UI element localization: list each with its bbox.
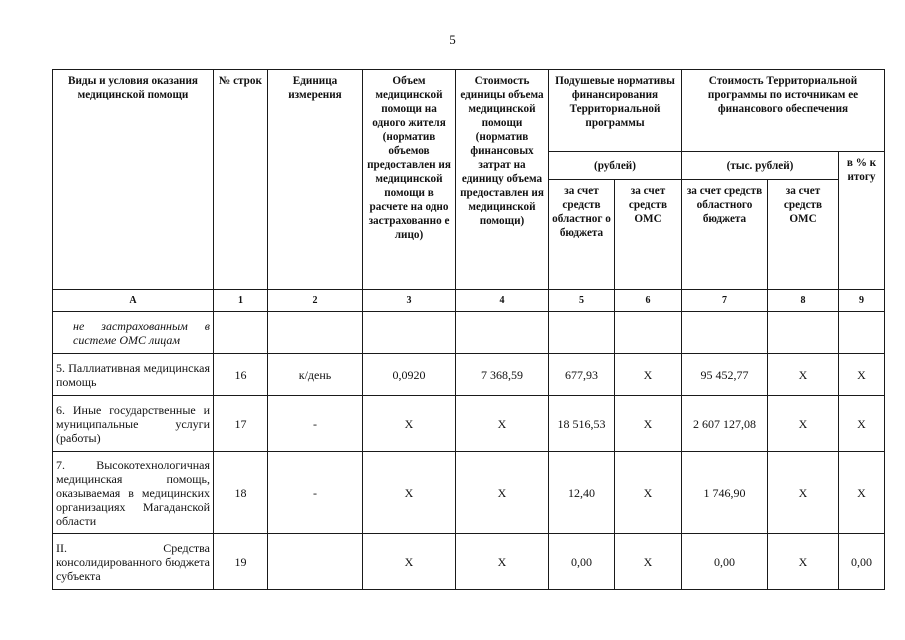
table-row <box>53 354 885 396</box>
column-number: 8 <box>768 290 839 312</box>
financing-table <box>52 69 885 590</box>
page-number: 5 <box>449 32 456 47</box>
header-oms-per-capita: за счет средств ОМС <box>615 180 682 290</box>
row-budget-cost: 0,00 <box>682 534 768 590</box>
row-oms-per-capita: Х <box>615 396 682 452</box>
column-number: 3 <box>363 290 456 312</box>
row-percent: 0,00 <box>839 534 885 590</box>
row-oms-cost: Х <box>768 452 839 534</box>
row-name: 6. Иные государственные и муниципальные услуги (работы) <box>53 396 214 452</box>
row-line: 16 <box>214 354 268 396</box>
header-unit-cost: Стоимость единицы объема медицинской помощи (норматив финансовых затрат на единицу объема предоставлен ия медицинской помощи) <box>456 70 549 290</box>
header-percent: в % к итогу <box>839 152 885 290</box>
table-row <box>53 534 885 590</box>
row-oms-cost: Х <box>768 534 839 590</box>
column-number-row <box>53 290 885 312</box>
row-volume: Х <box>363 534 456 590</box>
table-row <box>53 452 885 534</box>
header-rubles: (рублей) <box>549 152 682 180</box>
row-unit-cost: Х <box>456 452 549 534</box>
column-number: 7 <box>682 290 768 312</box>
table-row <box>53 396 885 452</box>
column-number: 1 <box>214 290 268 312</box>
header-oms-cost: за счет средств ОМС <box>768 180 839 290</box>
row-budget-per-capita: 12,40 <box>549 452 615 534</box>
header-regional-budget-per-capita: за счет средств областног о бюджета <box>549 180 615 290</box>
row-oms-per-capita: Х <box>615 452 682 534</box>
row-budget-per-capita: 677,93 <box>549 354 615 396</box>
row-oms-per-capita: Х <box>615 354 682 396</box>
column-number: 2 <box>268 290 363 312</box>
row-oms-cost <box>768 312 839 354</box>
header-program-cost-group: Стоимость Территориальной программы по источникам ее финансового обеспечения <box>682 70 885 152</box>
header-regional-budget-cost: за счет средств областного бюджета <box>682 180 768 290</box>
row-volume: Х <box>363 396 456 452</box>
row-name: II. Средства консолидированного бюджета субъекта <box>53 534 214 590</box>
row-unit <box>268 534 363 590</box>
column-number: А <box>53 290 214 312</box>
row-percent: Х <box>839 396 885 452</box>
row-unit: - <box>268 452 363 534</box>
row-unit-cost <box>456 312 549 354</box>
row-oms-per-capita <box>615 312 682 354</box>
column-number: 6 <box>615 290 682 312</box>
row-oms-cost: Х <box>768 354 839 396</box>
row-unit: к/день <box>268 354 363 396</box>
header-row-1 <box>53 70 885 152</box>
row-name: не застрахованным в системе ОМС лицам <box>53 312 214 354</box>
row-budget-per-capita: 0,00 <box>549 534 615 590</box>
row-line: 18 <box>214 452 268 534</box>
header-per-capita-group: Подушевые нормативы финансирования Территориальной программы <box>549 70 682 152</box>
row-volume: 0,0920 <box>363 354 456 396</box>
row-percent: Х <box>839 354 885 396</box>
header-volume: Объем медицинской помощи на одного жителя (норматив объемов предоставлен ия медицинской помощи в расчете на одно застрахованно е лицо) <box>363 70 456 290</box>
row-budget-cost <box>682 312 768 354</box>
row-oms-per-capita: Х <box>615 534 682 590</box>
row-volume <box>363 312 456 354</box>
row-percent: Х <box>839 452 885 534</box>
row-line: 19 <box>214 534 268 590</box>
row-unit-cost: Х <box>456 396 549 452</box>
column-number: 9 <box>839 290 885 312</box>
header-thousand-rubles: (тыс. рублей) <box>682 152 839 180</box>
row-budget-per-capita <box>549 312 615 354</box>
row-budget-cost: 2 607 127,08 <box>682 396 768 452</box>
row-volume: Х <box>363 452 456 534</box>
row-oms-cost: Х <box>768 396 839 452</box>
row-unit-cost: Х <box>456 534 549 590</box>
row-line <box>214 312 268 354</box>
row-name: 5. Паллиативная медицинская помощь <box>53 354 214 396</box>
row-budget-cost: 1 746,90 <box>682 452 768 534</box>
header-kind: Виды и условия оказания медицинской помощи <box>53 70 214 290</box>
row-name: 7. Высокотехнологичная медицинская помощь, оказываемая в медицинских организациях Магаданской области <box>53 452 214 534</box>
column-number: 4 <box>456 290 549 312</box>
column-number: 5 <box>549 290 615 312</box>
row-line: 17 <box>214 396 268 452</box>
row-percent <box>839 312 885 354</box>
row-budget-cost: 95 452,77 <box>682 354 768 396</box>
row-unit <box>268 312 363 354</box>
row-unit: - <box>268 396 363 452</box>
table-row <box>53 312 885 354</box>
row-unit-cost: 7 368,59 <box>456 354 549 396</box>
header-unit: Единица измерения <box>268 70 363 290</box>
header-line-number: № строк <box>214 70 268 290</box>
row-budget-per-capita: 18 516,53 <box>549 396 615 452</box>
